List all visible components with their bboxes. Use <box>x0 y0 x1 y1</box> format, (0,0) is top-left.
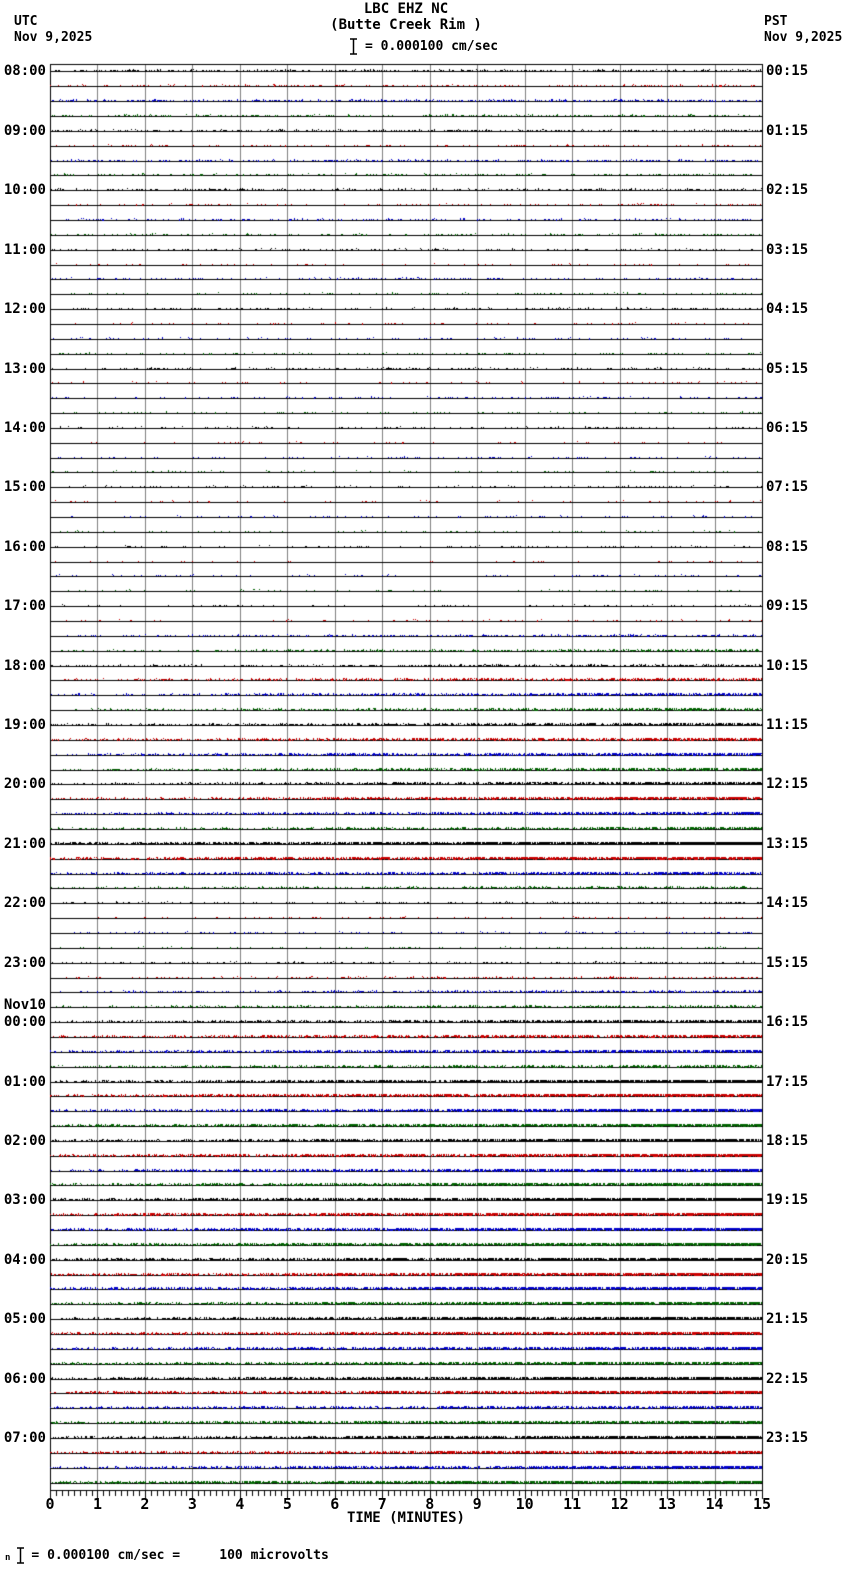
pst-hour-label: 15:15 <box>766 954 809 971</box>
pst-label: PST <box>764 14 788 29</box>
page-title: LBC EHZ NC <box>363 1 449 17</box>
x-axis-tick-label: 9 <box>472 1495 482 1513</box>
utc-hour-label: 21:00 <box>3 835 46 852</box>
title-block <box>50 1 762 33</box>
pst-hour-label: 10:15 <box>766 657 809 674</box>
utc-label: UTC <box>14 14 38 29</box>
utc-hour-label: 12:00 <box>3 301 46 318</box>
x-axis-tick-label: 12 <box>610 1495 629 1513</box>
x-axis-tick-label: 13 <box>658 1495 677 1513</box>
x-axis-tick-label: 14 <box>705 1495 724 1513</box>
pst-header <box>764 14 842 46</box>
utc-hour-label: 04:00 <box>3 1251 46 1268</box>
pst-hour-label: 00:15 <box>766 63 809 80</box>
footer-scale-bar-icon <box>16 1546 25 1565</box>
pst-hour-label: 14:15 <box>766 895 809 912</box>
utc-hour-label: 00:00 <box>3 1014 46 1031</box>
utc-hour-label: 23:00 <box>3 954 46 971</box>
utc-hour-label: 17:00 <box>3 598 46 615</box>
pst-hour-label: 23:15 <box>766 1430 809 1446</box>
x-axis-tick-label: 11 <box>563 1495 582 1513</box>
x-axis-tick-label: 2 <box>140 1495 150 1513</box>
pst-hour-label: 20:15 <box>766 1251 809 1268</box>
utc-hour-label: 06:00 <box>3 1370 46 1387</box>
x-axis-tick-label: 8 <box>425 1495 435 1513</box>
utc-hour-label: 14:00 <box>3 419 46 436</box>
utc-date: Nov 9,2025 <box>14 30 93 45</box>
utc-hour-label: 22:00 <box>3 895 46 912</box>
x-axis-tick-label: 3 <box>187 1495 197 1513</box>
utc-hour-label: 08:00 <box>3 63 46 80</box>
x-axis-tick-label: 0 <box>45 1495 55 1513</box>
pst-hour-label: 01:15 <box>766 122 809 139</box>
utc-hour-label: 15:00 <box>3 479 46 496</box>
utc-hour-label: 02:00 <box>3 1132 46 1149</box>
footer-prefix-glyph: n <box>5 1553 11 1563</box>
pst-date: Nov 9,2025 <box>764 30 843 45</box>
x-axis-tick-label: 15 <box>752 1495 772 1513</box>
x-axis-tick-label: 7 <box>377 1495 387 1513</box>
x-axis-tick-label: 6 <box>330 1495 340 1513</box>
pst-hour-label: 22:15 <box>766 1370 809 1387</box>
pst-hour-label: 02:15 <box>766 182 809 199</box>
utc-hour-label: 05:00 <box>3 1311 46 1328</box>
page-subtitle: (Butte Creek Rim ) <box>330 17 482 33</box>
utc-day-label: Nov10 <box>3 997 46 1014</box>
utc-hour-label: 16:00 <box>3 538 46 555</box>
pst-hour-label: 09:15 <box>766 598 809 615</box>
utc-hour-label: 18:00 <box>3 657 46 674</box>
x-axis-tick-label: 10 <box>515 1495 534 1513</box>
pst-hour-label: 12:15 <box>766 776 809 793</box>
utc-hour-label: 07:00 <box>3 1430 46 1446</box>
x-axis-tick-label: 5 <box>282 1495 292 1513</box>
pst-hour-label: 05:15 <box>766 360 809 377</box>
footer-note <box>5 1546 329 1565</box>
utc-hour-label: 19:00 <box>3 717 46 733</box>
utc-hour-label: 20:00 <box>3 776 46 793</box>
pst-hour-label: 04:15 <box>766 301 809 318</box>
scale-line <box>349 37 498 56</box>
pst-hour-label: 19:15 <box>766 1192 809 1209</box>
pst-hour-label: 21:15 <box>766 1311 809 1328</box>
x-axis-tick-label: 4 <box>235 1495 245 1513</box>
pst-hour-label: 17:15 <box>766 1073 809 1090</box>
utc-hour-label: 01:00 <box>3 1073 46 1090</box>
x-axis-title: TIME (MINUTES) <box>346 1510 465 1526</box>
pst-hour-label: 16:15 <box>766 1014 809 1031</box>
pst-hour-label: 18:15 <box>766 1132 809 1149</box>
pst-hour-label: 11:15 <box>766 717 809 733</box>
pst-hour-label: 08:15 <box>766 538 809 555</box>
scale-bar-icon <box>349 37 358 56</box>
utc-hour-label: 10:00 <box>3 182 46 199</box>
pst-hour-label: 07:15 <box>766 479 809 496</box>
x-axis-tick-label: 1 <box>92 1495 102 1513</box>
footer-note-text: = 0.000100 cm/sec = 100 microvolts <box>31 1548 329 1563</box>
scale-label: = 0.000100 cm/sec <box>365 39 499 54</box>
utc-hour-label: 03:00 <box>3 1192 46 1209</box>
utc-hour-label: 11:00 <box>3 241 46 258</box>
utc-hour-label: 13:00 <box>3 360 46 377</box>
pst-hour-label: 06:15 <box>766 419 809 436</box>
pst-hour-label: 03:15 <box>766 241 809 258</box>
pst-hour-label: 13:15 <box>766 835 809 852</box>
utc-hour-label: 09:00 <box>3 122 46 139</box>
